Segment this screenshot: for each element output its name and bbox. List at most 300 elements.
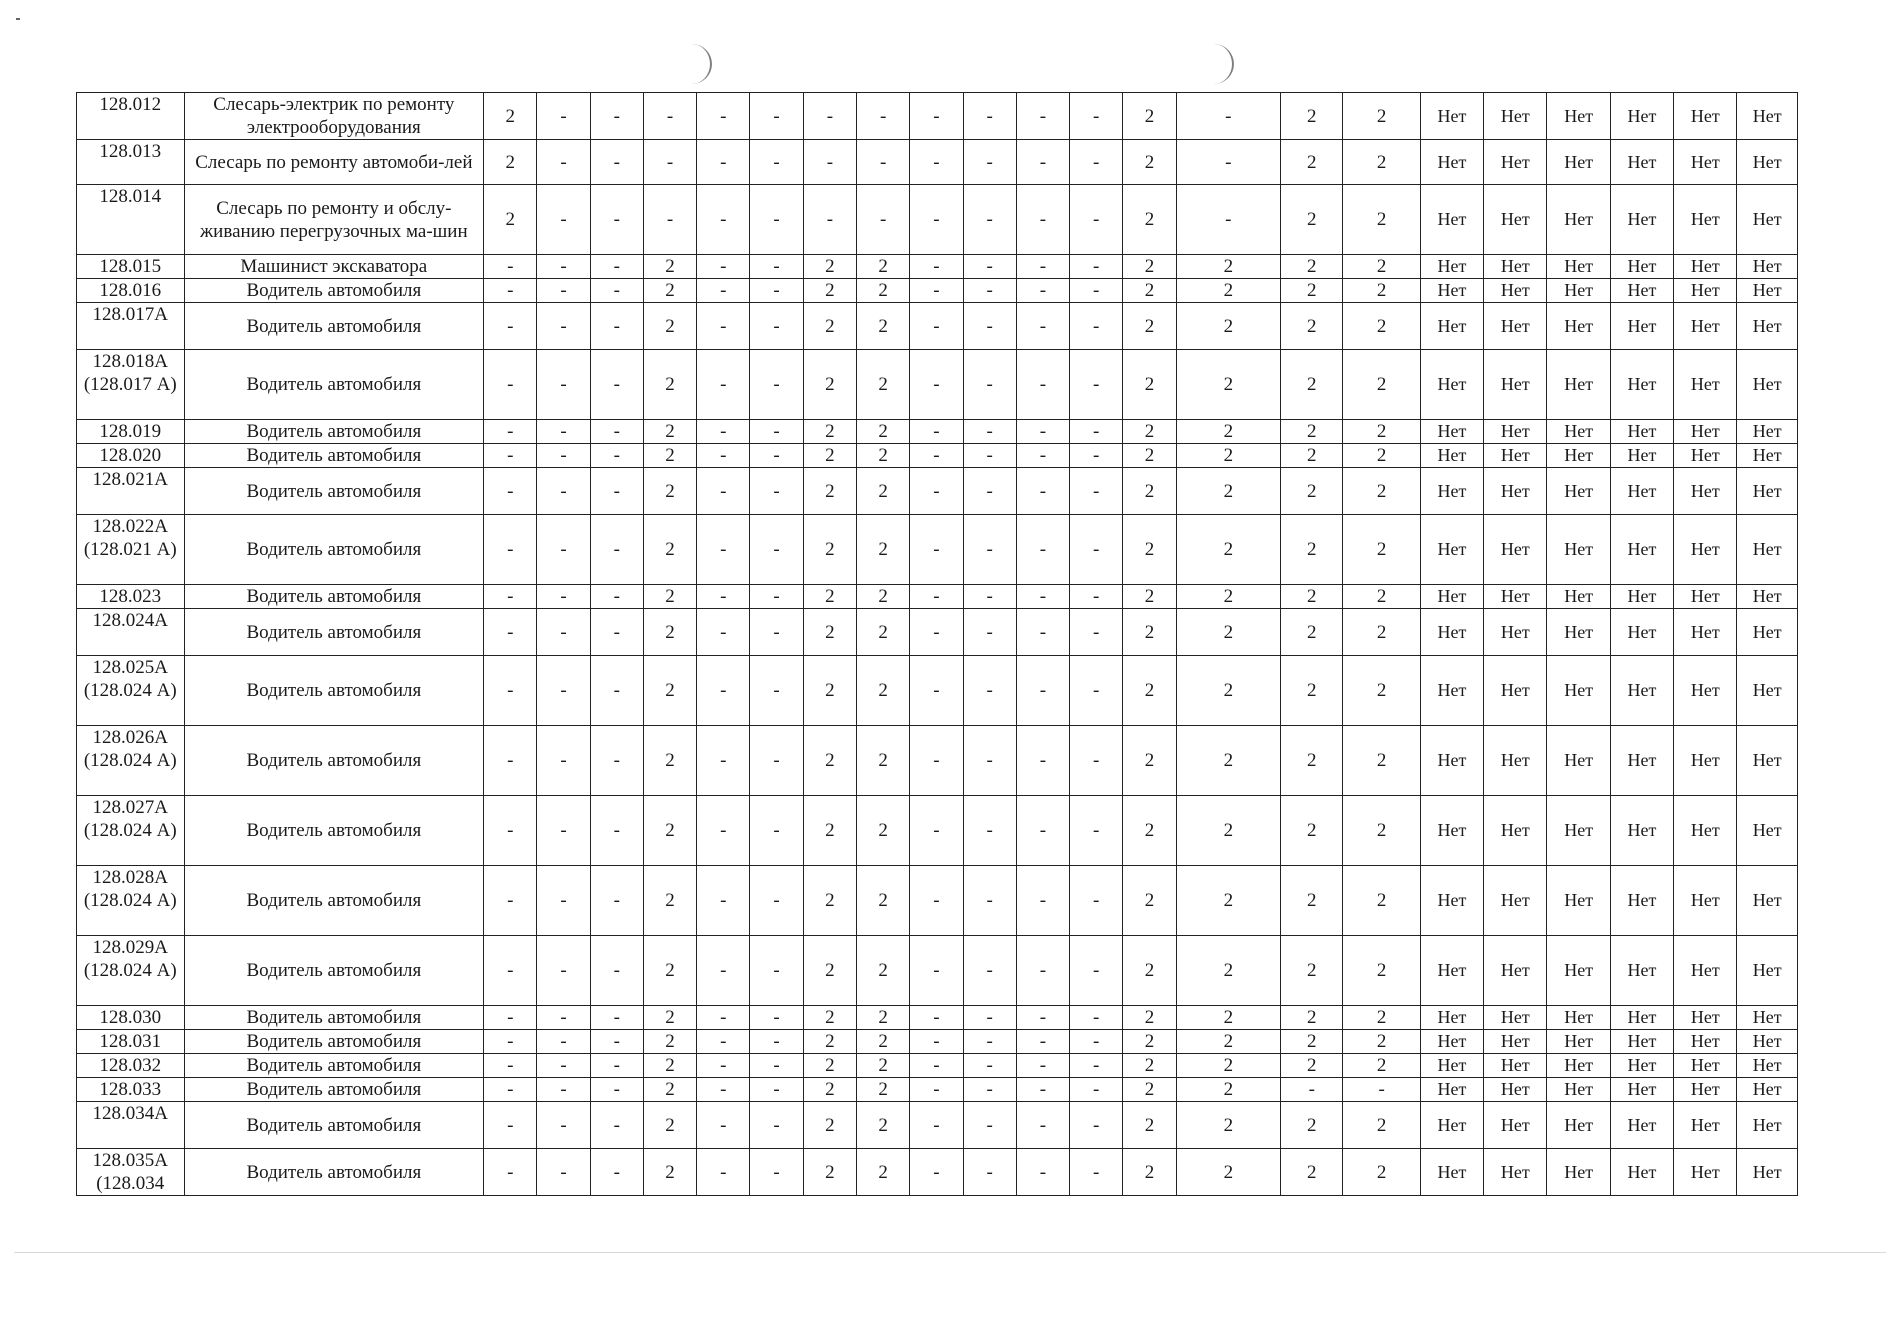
workplace-number: 128.015 [77,255,185,279]
hazard-class-cell: - [963,1102,1016,1149]
hazard-class-cell: 2 [1176,1102,1281,1149]
hazard-class-cell: - [1070,279,1123,303]
hazard-class-cell: 2 [1343,303,1420,350]
hazard-class-cell: - [963,936,1016,1006]
table-row [77,420,1798,444]
hazard-class-cell: - [750,185,803,255]
compensation-flag-cell: Нет [1484,1030,1547,1054]
hazard-class-cell: 2 [1176,1006,1281,1030]
compensation-flag-cell: Нет [1674,1078,1737,1102]
hazard-class-cell: - [910,420,963,444]
hazard-class-cell: - [963,279,1016,303]
hazard-class-cell: 2 [643,468,696,515]
hazard-class-cell: - [750,726,803,796]
hazard-class-cell: - [910,609,963,656]
hazard-class-cell: - [537,656,590,726]
compensation-flag-cell: Нет [1484,468,1547,515]
hazard-class-cell: - [1016,303,1069,350]
hazard-class-cell: 2 [1281,93,1343,140]
compensation-flag-cell: Нет [1547,93,1610,140]
workplace-number: 128.029А (128.024 А) [77,936,185,1006]
hazard-class-cell: 2 [1281,726,1343,796]
hazard-class-cell: - [963,1078,1016,1102]
hazard-class-cell: - [537,350,590,420]
hazard-class-cell: 2 [1176,609,1281,656]
hazard-class-cell: - [1070,140,1123,185]
hazard-class-cell: - [484,1030,537,1054]
compensation-flag-cell: Нет [1547,936,1610,1006]
compensation-flag-cell: Нет [1674,303,1737,350]
scan-line [14,1252,1886,1253]
hazard-class-cell: 2 [803,936,856,1006]
compensation-flag-cell: Нет [1484,796,1547,866]
hazard-class-cell: - [1070,420,1123,444]
compensation-flag-cell: Нет [1610,444,1673,468]
hazard-class-cell: 2 [1123,585,1176,609]
hazard-class-cell: - [1070,468,1123,515]
hazard-class-cell: - [910,185,963,255]
compensation-flag-cell: Нет [1674,1102,1737,1149]
hazard-class-cell: - [1016,866,1069,936]
table-row [77,350,1798,420]
compensation-flag-cell: Нет [1484,656,1547,726]
table-row [77,140,1798,185]
hazard-class-cell: - [910,585,963,609]
hazard-class-cell: 2 [1176,726,1281,796]
profession-name: Водитель автомобиля [184,1054,484,1078]
hazard-class-cell: 2 [1343,1102,1420,1149]
hazard-class-cell: - [1070,185,1123,255]
compensation-flag-cell: Нет [1484,350,1547,420]
hazard-class-cell: - [484,1078,537,1102]
hazard-class-cell: - [697,1030,750,1054]
compensation-flag-cell: Нет [1547,279,1610,303]
compensation-flag-cell: Нет [1610,1006,1673,1030]
compensation-flag-cell: Нет [1547,303,1610,350]
hazard-class-cell: 2 [1123,1078,1176,1102]
hazard-class-cell: 2 [803,1006,856,1030]
compensation-flag-cell: Нет [1674,609,1737,656]
hazard-class-cell: 2 [803,656,856,726]
hazard-class-cell: - [963,515,1016,585]
hazard-class-cell: 2 [803,255,856,279]
compensation-flag-cell: Нет [1674,1149,1737,1196]
hazard-class-cell: - [484,796,537,866]
hazard-class-cell: - [484,1054,537,1078]
table-row [77,279,1798,303]
hazard-class-cell: - [750,656,803,726]
table-row [77,1006,1798,1030]
hazard-class-cell: 2 [1281,140,1343,185]
hazard-class-cell: - [1070,866,1123,936]
hazard-class-cell: 2 [1343,1030,1420,1054]
hazard-class-cell: 2 [1176,1030,1281,1054]
hazard-class-cell: - [590,866,643,936]
hazard-class-cell: - [537,303,590,350]
hazard-class-cell: 2 [1343,656,1420,726]
profession-name: Водитель автомобиля [184,1030,484,1054]
compensation-flag-cell: Нет [1610,1078,1673,1102]
hazard-class-cell: - [963,140,1016,185]
hazard-class-cell: - [910,350,963,420]
hazard-class-cell: 2 [1343,936,1420,1006]
profession-name: Водитель автомобиля [184,468,484,515]
hazard-class-cell: - [963,93,1016,140]
hazard-class-cell: - [963,303,1016,350]
table-row [77,866,1798,936]
hazard-class-cell: - [910,1030,963,1054]
hazard-class-cell: - [697,1078,750,1102]
hazard-class-cell: 2 [1176,279,1281,303]
hazard-class-cell: - [750,866,803,936]
compensation-flag-cell: Нет [1610,515,1673,585]
hazard-class-cell: - [803,185,856,255]
workplace-number: 128.013 [77,140,185,185]
hazard-class-cell: 2 [643,609,696,656]
hazard-class-cell: 2 [643,444,696,468]
profession-name: Водитель автомобиля [184,796,484,866]
hazard-class-cell: - [1070,1030,1123,1054]
compensation-flag-cell: Нет [1610,1102,1673,1149]
compensation-flag-cell: Нет [1484,866,1547,936]
hazard-class-cell: 2 [1281,515,1343,585]
hazard-class-cell: - [1016,185,1069,255]
hazard-class-cell: - [1070,444,1123,468]
compensation-flag-cell: Нет [1737,420,1798,444]
table-row [77,1054,1798,1078]
hazard-class-cell: - [856,185,909,255]
compensation-flag-cell: Нет [1674,585,1737,609]
hazard-class-cell: 2 [643,796,696,866]
compensation-flag-cell: Нет [1737,726,1798,796]
hazard-class-cell: - [1070,350,1123,420]
compensation-flag-cell: Нет [1674,726,1737,796]
profession-name: Водитель автомобиля [184,303,484,350]
table-row [77,585,1798,609]
hazard-class-cell: 2 [803,1149,856,1196]
compensation-flag-cell: Нет [1610,185,1673,255]
profession-name: Водитель автомобиля [184,609,484,656]
hazard-class-cell: 2 [1343,468,1420,515]
hazard-class-cell: 2 [1123,350,1176,420]
hazard-class-cell: - [750,303,803,350]
hazard-class-cell: - [484,1006,537,1030]
profession-name: Водитель автомобиля [184,726,484,796]
hazard-class-cell: - [750,1030,803,1054]
hazard-class-cell: - [750,515,803,585]
compensation-flag-cell: Нет [1484,1006,1547,1030]
hazard-class-cell: - [484,350,537,420]
compensation-flag-cell: Нет [1420,1102,1483,1149]
workplace-number: 128.021А [77,468,185,515]
compensation-flag-cell: Нет [1737,303,1798,350]
profession-name: Водитель автомобиля [184,350,484,420]
hazard-class-cell: 2 [1281,468,1343,515]
compensation-flag-cell: Нет [1420,515,1483,585]
compensation-flag-cell: Нет [1674,1054,1737,1078]
table-row [77,185,1798,255]
hazard-class-cell: - [1016,1030,1069,1054]
hazard-class-cell: - [1016,1078,1069,1102]
profession-name: Водитель автомобиля [184,1102,484,1149]
hazard-class-cell: - [1016,468,1069,515]
profession-name: Водитель автомобиля [184,866,484,936]
hazard-class-cell: 2 [1343,726,1420,796]
hazard-class-cell: 2 [803,350,856,420]
hazard-class-cell: - [750,1149,803,1196]
hazard-class-cell: 2 [803,1078,856,1102]
hazard-class-cell: - [484,515,537,585]
compensation-flag-cell: Нет [1610,1030,1673,1054]
hazard-class-cell: 2 [1123,796,1176,866]
hazard-class-cell: - [537,1102,590,1149]
hazard-class-cell: 2 [803,866,856,936]
hazard-class-cell: - [750,609,803,656]
hazard-class-cell: - [537,1030,590,1054]
hazard-class-cell: - [1070,255,1123,279]
hazard-class-cell: - [1016,350,1069,420]
hazard-class-cell: - [910,303,963,350]
hazard-class-cell: - [1016,444,1069,468]
hazard-class-cell: 2 [1123,936,1176,1006]
compensation-flag-cell: Нет [1610,726,1673,796]
hazard-class-cell: - [750,1078,803,1102]
compensation-flag-cell: Нет [1737,185,1798,255]
profession-name: Слесарь по ремонту и обслу-живанию перегрузочных ма-шин [184,185,484,255]
hazard-class-cell: - [590,656,643,726]
hazard-class-cell: 2 [1281,303,1343,350]
hazard-class-cell: 2 [643,420,696,444]
compensation-flag-cell: Нет [1547,1030,1610,1054]
hazard-class-cell: 2 [803,303,856,350]
hazard-class-cell: 2 [1281,1006,1343,1030]
punch-hole-mark-left [674,44,712,84]
hazard-class-cell: - [750,93,803,140]
compensation-flag-cell: Нет [1420,279,1483,303]
hazard-class-cell: 2 [856,866,909,936]
hazard-class-cell: - [910,468,963,515]
hazard-class-cell: 2 [643,936,696,1006]
compensation-flag-cell: Нет [1674,255,1737,279]
hazard-class-cell: - [590,1102,643,1149]
hazard-class-cell: - [1016,656,1069,726]
compensation-flag-cell: Нет [1737,866,1798,936]
hazard-class-cell: - [643,185,696,255]
hazard-class-cell: 2 [1343,444,1420,468]
compensation-flag-cell: Нет [1420,140,1483,185]
table-row [77,936,1798,1006]
profession-name: Водитель автомобиля [184,279,484,303]
compensation-flag-cell: Нет [1737,468,1798,515]
hazard-class-cell: - [750,1054,803,1078]
compensation-flag-cell: Нет [1484,515,1547,585]
hazard-class-cell: - [1176,93,1281,140]
compensation-flag-cell: Нет [1610,93,1673,140]
compensation-flag-cell: Нет [1610,866,1673,936]
hazard-class-cell: - [537,1149,590,1196]
table-row [77,303,1798,350]
hazard-class-cell: 2 [1176,255,1281,279]
hazard-class-cell: - [963,1054,1016,1078]
compensation-flag-cell: Нет [1420,936,1483,1006]
profession-name: Водитель автомобиля [184,1149,484,1196]
compensation-flag-cell: Нет [1610,420,1673,444]
hazard-class-cell: - [1016,1054,1069,1078]
profession-name: Слесарь-электрик по ремонту электрооборудования [184,93,484,140]
hazard-class-cell: - [697,420,750,444]
hazard-class-cell: - [963,609,1016,656]
hazard-class-cell: - [537,140,590,185]
hazard-class-cell: 2 [1343,796,1420,866]
hazard-class-cell: - [963,255,1016,279]
compensation-flag-cell: Нет [1547,444,1610,468]
hazard-class-cell: - [910,93,963,140]
hazard-class-cell: - [910,656,963,726]
table-row [77,1030,1798,1054]
workplace-number: 128.035А (128.034 [77,1149,185,1196]
hazard-class-cell: 2 [643,303,696,350]
compensation-flag-cell: Нет [1484,303,1547,350]
compensation-flag-cell: Нет [1547,185,1610,255]
hazard-class-cell: 2 [1281,936,1343,1006]
hazard-class-cell: - [1016,279,1069,303]
hazard-class-cell: - [1016,609,1069,656]
hazard-class-cell: - [963,350,1016,420]
hazard-class-cell: 2 [856,303,909,350]
table-row [77,1078,1798,1102]
hazard-class-cell: - [1176,185,1281,255]
hazard-class-cell: - [590,1006,643,1030]
compensation-flag-cell: Нет [1484,93,1547,140]
compensation-flag-cell: Нет [1737,796,1798,866]
hazard-class-cell: 2 [803,279,856,303]
hazard-class-cell: 2 [643,1102,696,1149]
profession-name: Водитель автомобиля [184,656,484,726]
hazard-class-cell: - [590,140,643,185]
compensation-flag-cell: Нет [1484,1149,1547,1196]
hazard-class-cell: 2 [1281,866,1343,936]
hazard-class-cell: - [1016,1006,1069,1030]
hazard-class-cell: - [537,866,590,936]
table-row [77,468,1798,515]
hazard-class-cell: 2 [1123,609,1176,656]
hazard-class-cell: - [697,866,750,936]
hazard-class-cell: - [484,444,537,468]
compensation-flag-cell: Нет [1420,420,1483,444]
hazard-class-cell: - [1016,140,1069,185]
hazard-class-cell: - [750,279,803,303]
hazard-class-cell: - [537,726,590,796]
hazard-class-cell: 2 [1123,185,1176,255]
profession-name: Водитель автомобиля [184,936,484,1006]
compensation-flag-cell: Нет [1547,1149,1610,1196]
hazard-class-cell: 2 [1176,936,1281,1006]
hazard-class-cell: 2 [1281,185,1343,255]
hazard-class-cell: 2 [1176,444,1281,468]
profession-name: Водитель автомобиля [184,1078,484,1102]
compensation-flag-cell: Нет [1420,726,1483,796]
hazard-class-cell: - [590,279,643,303]
compensation-flag-cell: Нет [1610,279,1673,303]
hazard-class-cell: - [590,585,643,609]
hazard-class-cell: - [750,1006,803,1030]
compensation-flag-cell: Нет [1420,93,1483,140]
hazard-class-cell: 2 [1123,93,1176,140]
hazard-class-cell: 2 [1281,279,1343,303]
hazard-class-cell: 2 [1281,1149,1343,1196]
hazard-class-cell: - [697,796,750,866]
hazard-class-cell: 2 [1343,1006,1420,1030]
hazard-class-cell: - [697,185,750,255]
hazard-class-cell: - [590,468,643,515]
compensation-flag-cell: Нет [1737,279,1798,303]
compensation-flag-cell: Нет [1547,350,1610,420]
hazard-class-cell: 2 [856,350,909,420]
hazard-class-cell: - [1176,140,1281,185]
hazard-class-cell: 2 [1343,1149,1420,1196]
profession-name: Водитель автомобиля [184,585,484,609]
hazard-class-cell: - [697,140,750,185]
hazard-class-cell: 2 [1343,279,1420,303]
hazard-class-cell: - [697,350,750,420]
hazard-class-cell: - [1016,726,1069,796]
hazard-class-cell: 2 [803,515,856,585]
hazard-class-cell: 2 [856,1102,909,1149]
hazard-class-cell: - [750,255,803,279]
compensation-flag-cell: Нет [1674,656,1737,726]
hazard-class-cell: - [590,796,643,866]
hazard-class-cell: - [697,1149,750,1196]
compensation-flag-cell: Нет [1484,420,1547,444]
hazard-class-cell: 2 [856,1078,909,1102]
hazard-class-cell: - [537,468,590,515]
hazard-class-cell: - [1016,1149,1069,1196]
hazard-class-cell: - [484,1102,537,1149]
hazard-class-cell: - [750,1102,803,1149]
hazard-class-cell: 2 [1343,585,1420,609]
compensation-flag-cell: Нет [1737,1006,1798,1030]
hazard-class-cell: - [484,279,537,303]
compensation-flag-cell: Нет [1547,140,1610,185]
hazard-class-cell: - [963,866,1016,936]
hazard-class-cell: 2 [484,185,537,255]
compensation-flag-cell: Нет [1547,515,1610,585]
hazard-class-cell: - [1070,93,1123,140]
compensation-flag-cell: Нет [1610,656,1673,726]
hazard-class-cell: 2 [856,1006,909,1030]
hazard-class-cell: - [963,796,1016,866]
hazard-class-cell: 2 [643,1006,696,1030]
hazard-class-cell: - [1016,936,1069,1006]
compensation-flag-cell: Нет [1737,93,1798,140]
hazard-class-cell: 2 [856,656,909,726]
compensation-flag-cell: Нет [1420,1078,1483,1102]
compensation-flag-cell: Нет [1484,609,1547,656]
compensation-flag-cell: Нет [1737,1054,1798,1078]
compensation-flag-cell: Нет [1484,1054,1547,1078]
compensation-flag-cell: Нет [1674,185,1737,255]
hazard-class-cell: - [697,936,750,1006]
table-row [77,444,1798,468]
hazard-class-cell: - [484,303,537,350]
compensation-flag-cell: Нет [1737,515,1798,585]
hazard-class-cell: 2 [1176,350,1281,420]
workplace-number: 128.034А [77,1102,185,1149]
workplace-number: 128.018А (128.017 А) [77,350,185,420]
hazard-class-cell: - [697,656,750,726]
hazard-class-cell: - [910,1078,963,1102]
hazard-class-cell: - [1070,1078,1123,1102]
